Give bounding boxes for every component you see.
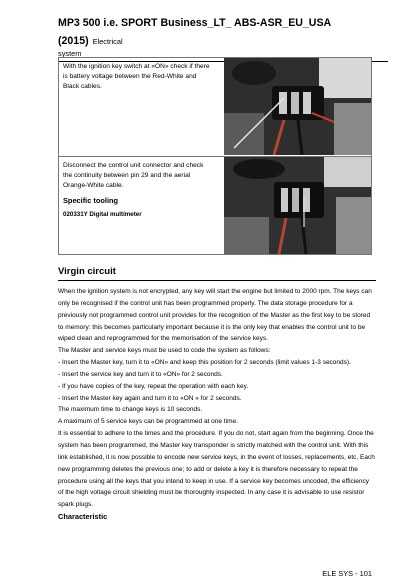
- paragraph: - Insert the service key and turn it to «ON» for 2 seconds.: [58, 370, 223, 378]
- paragraph: A maximum of 5 service keys can be programmed at one time.: [58, 418, 238, 426]
- paragraph: When the ignition system is not encrypted, any key will start the engine but limited to 2000 rpm. The keys can only be recognised if the control unit has been programmed properly. The data storage procedure for a previously not programmed control unit provides for the recognition of the Master as the first key to be stored to memory: this becomes particularly important because it is the only key that enables the control unit to be wiped clean and reprogrammed for the memorisation of the service keys.: [58, 288, 372, 343]
- paragraph: The maximum time to change keys is 10 seconds.: [58, 406, 203, 414]
- header-line: [58, 13, 388, 49]
- procedure-step-text-2: [63, 161, 213, 220]
- section-name: Electrical: [92, 37, 123, 46]
- connector-photo-1: [224, 58, 371, 155]
- connector-photo-2-graphic: [224, 157, 371, 254]
- procedure-row-1: [59, 58, 371, 157]
- paragraph: The Master and service keys must be used to code the system as follows:: [58, 347, 271, 355]
- document-title: MP3 500 i.e. SPORT Business_LT_ ABS-ASR_EU_USA (2015): [58, 17, 331, 47]
- specific-tooling-heading: Specific tooling: [63, 196, 119, 205]
- paragraph: - Insert the Master key again and turn it to «ON » for 2 seconds.: [58, 394, 242, 402]
- step-2-text: Disconnect the control unit connector and check the continuity between pin 29 and the aerial Orange-White cable.: [63, 162, 204, 189]
- connector-photo-1-graphic: [224, 58, 371, 155]
- page-number: ELE SYS - 101: [322, 569, 372, 578]
- page-header: [58, 13, 388, 62]
- paragraph: - Insert the Master key, turn it to «ON» and keep this position for 2 seconds (limit values 1-3 seconds).: [58, 359, 351, 367]
- paragraph: It is essential to adhere to the times and the procedure. If you do not, start again from the beginning. Once the system has been programmed, the Master key transponder is strictly matched with the control unit. With this link established, it is now possible to encode new service keys, in the event of losses, replacements, etc. Each new programming deletes the previous one; to add or delete a key it is therefore necessary to repeat the procedure using all the keys that you intend to keep in use. If a service key becomes uncoded, the efficiency of the high voltage circuit shielding must be thoroughly inspected. In any case it is advisable to use resistor spark plugs.: [58, 430, 375, 509]
- virgin-circuit-section: [58, 266, 376, 523]
- characteristic-heading: Characteristic: [58, 512, 108, 522]
- paragraph: - If you have copies of the key, repeat the operation with each key.: [58, 382, 249, 390]
- step-1-text: With the ignition key switch at «ON» check if there is battery voltage between the Red-White and Black cables.: [63, 63, 210, 90]
- section-name-continued: system: [58, 49, 82, 58]
- section-heading: Virgin circuit: [58, 266, 376, 281]
- procedure-row-2: [59, 157, 371, 254]
- section-body: [58, 286, 376, 523]
- connector-photo-2: [224, 157, 371, 254]
- tool-item: 020331Y Digital multimeter: [63, 211, 142, 218]
- procedure-step-text: [63, 62, 213, 92]
- procedure-table: [58, 57, 372, 255]
